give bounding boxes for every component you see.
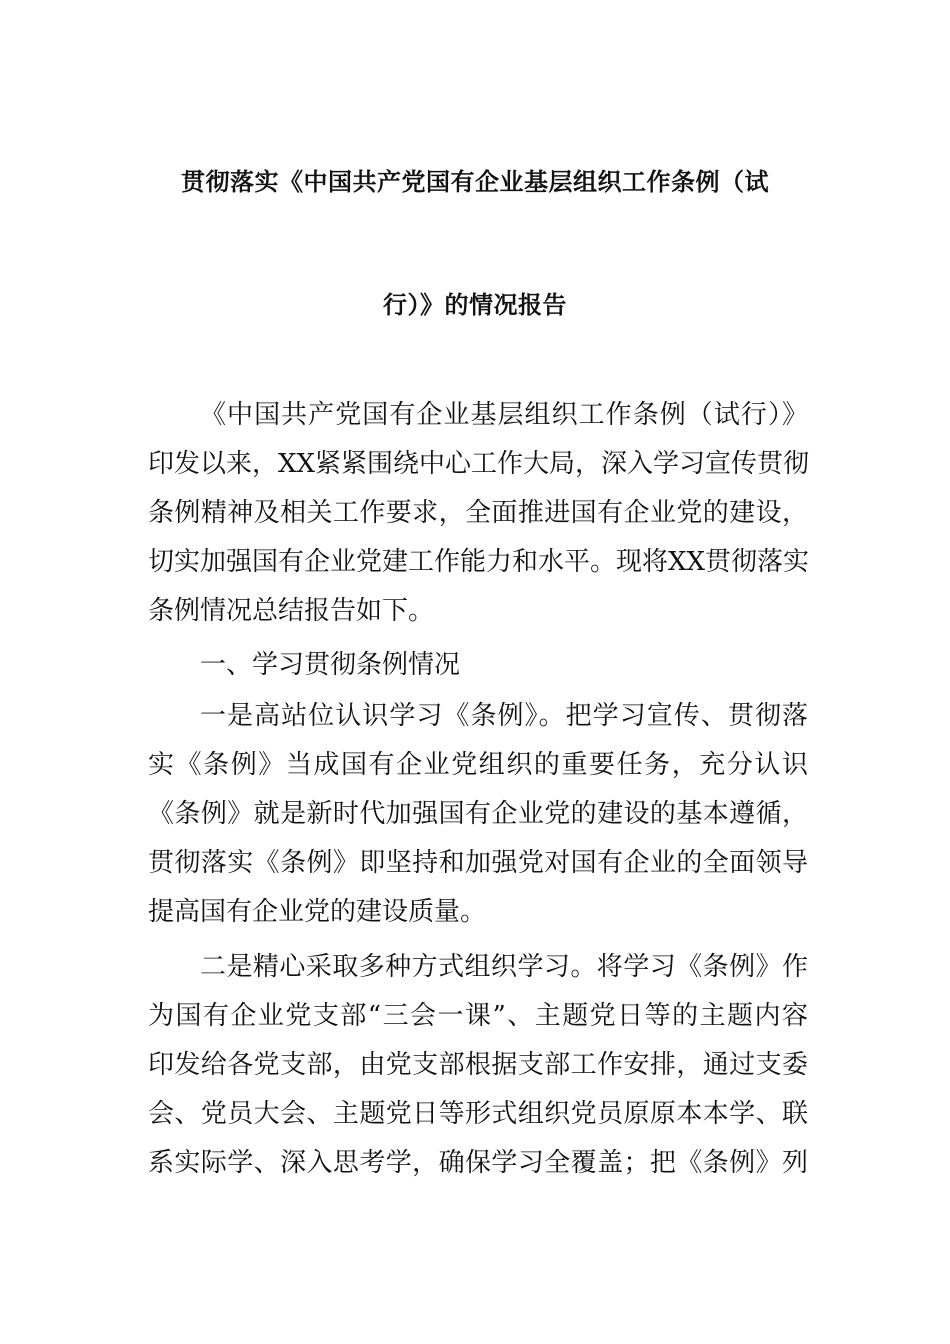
body-line: 条例精神及相关工作要求，全面推进国有企业党的建设， [148, 498, 808, 528]
body-line: 二是精心采取多种方式组织学习。将学习《条例》作 [200, 952, 808, 982]
body-line: 印发给各党支部，由党支部根据支部工作安排，通过支委 [148, 1050, 808, 1080]
document-title-line-1: 贯彻落实《中国共产党国有企业基层组织工作条例（试 [181, 168, 769, 196]
body-line: 印发以来，XX紧紧围绕中心工作大局，深入学习宣传贯彻 [148, 449, 810, 479]
body-line: 会、党员大会、主题党日等形式组织党员原原本本学、联 [148, 1099, 808, 1129]
body-line: 实《条例》当成国有企业党组织的重要任务，充分认识 [148, 750, 808, 780]
body-line: 提高国有企业党的建设质量。 [148, 897, 487, 927]
body-line: 一是高站位认识学习《条例》。把学习宣传、贯彻落 [200, 701, 808, 731]
body-line: 为国有企业党支部“三会一课”、主题党日等的主题内容 [148, 1001, 808, 1031]
document-title-line-2: 行）》的情况报告 [383, 291, 567, 319]
body-line: 条例情况总结报告如下。 [148, 596, 435, 626]
body-line: 《条例》就是新时代加强国有企业党的建设的基本遵循， [148, 799, 808, 829]
body-line: 切实加强国有企业党建工作能力和水平。现将XX贯彻落实 [148, 547, 810, 577]
body-line: 贯彻落实《条例》即坚持和加强党对国有企业的全面领导 [148, 848, 808, 878]
section-heading: 一、学习贯彻条例情况 [200, 650, 461, 680]
body-line: 《中国共产党国有企业基层组织工作条例（试行）》 [200, 400, 808, 430]
body-line: 系实际学、深入思考学，确保学习全覆盖；把《条例》列 [148, 1148, 808, 1178]
